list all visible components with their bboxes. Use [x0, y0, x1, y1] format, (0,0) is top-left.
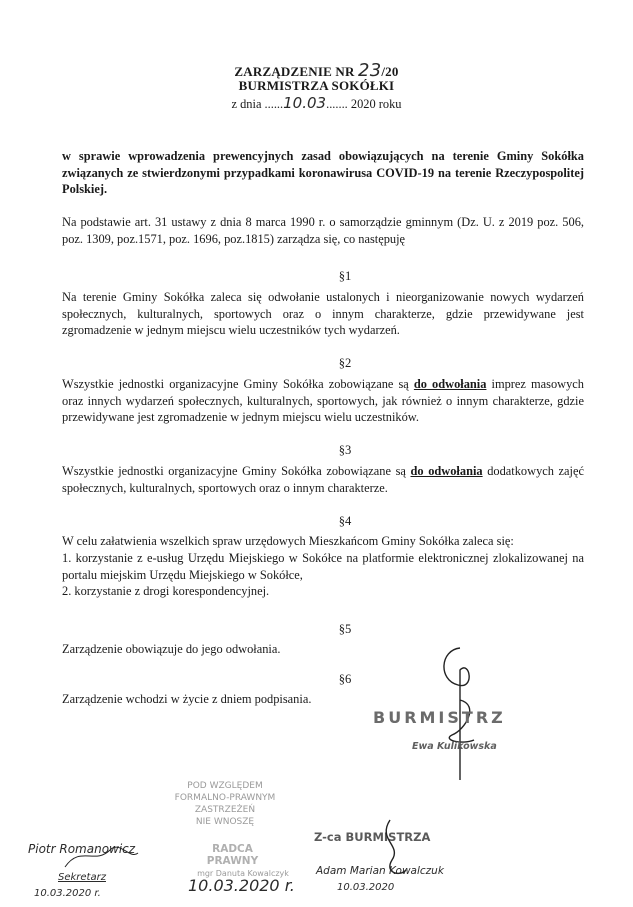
section-3-emphasis: do odwołania [410, 464, 483, 478]
burmistrz-name-stamp: Ewa Kulikowska [412, 741, 497, 752]
section-2-emphasis: do odwołania [413, 377, 487, 391]
title-suffix: /20 [381, 64, 399, 79]
date-suffix: ....... 2020 roku [326, 97, 402, 111]
section-5-text: Zarządzenie obowiązuje do jego odwołania. [62, 642, 281, 656]
section-2-label: §2 [338, 356, 352, 370]
section-3-text [62, 463, 584, 496]
section-3-label: §3 [338, 443, 352, 457]
section-4-intro: W celu załatwienia wszelkich spraw urzędowych Mieszkańcom Gminy Sokółka zaleca się: [62, 534, 514, 548]
handwritten-date: 10.03 [283, 94, 327, 112]
secretary-date: 10.03.2020 r. [34, 888, 101, 899]
document-date [0, 94, 633, 112]
legal-stamp-line-4: NIE WNOSZĘ [195, 817, 255, 827]
section-4-label: §4 [338, 514, 352, 528]
section-6-label: §6 [338, 672, 352, 686]
section-2-text-b: imprez masowych oraz innych wydarzeń społecznych, kulturalnych, sportowych, jak również o innym charakterze, gdzie przewidywane jest zgromadzenie w jednym miejscu wielu uczestników. [62, 377, 584, 424]
deputy-stamp: Z-ca BURMISTRZA [314, 830, 431, 844]
section-2-text [62, 376, 584, 426]
section-3-text-b: dodatkowych zajęć społecznych, kulturalnych, sportowych oraz o innym charakterze. [62, 464, 584, 495]
deputy-date: 10.03.2020 [337, 882, 395, 893]
date-prefix: z dnia ...... [231, 97, 284, 111]
section-4-item-1: 1. korzystanie z e-usług Urzędu Miejskiego w Sokółce na platformie elektronicznej zlokalizowanej na portalu miejskim Urzędu Miejskiego w Sokółce, [62, 551, 584, 582]
section-6-text: Zarządzenie wchodzi w życie z dniem podpisania. [62, 692, 312, 706]
secretary-signature-icon [60, 835, 140, 875]
legal-basis: Na podstawie art. 31 ustawy z dnia 8 marca 1990 r. o samorządzie gminnym (Dz. U. z 2019 poz. 506, poz. 1309, poz.1571, poz. 1696, poz.1815) zarządza się, co następuję [62, 215, 584, 246]
legal-advisor-name-stamp: mgr Danuta Kowalczyk [197, 869, 289, 878]
title-prefix: ZARZĄDZENIE NR [234, 64, 359, 79]
legal-advisor-title-stamp: RADCA PRAWNY [206, 843, 259, 867]
secretary-name: Piotr Romanowicz [28, 842, 136, 856]
secretary-title: Sekretarz [58, 872, 106, 883]
document-subject: w sprawie wprowadzenia prewencyjnych zasad obowiązujących na terenie Gminy Sokółka związanych ze stwierdzonymi przypadkami koronawirusa COVID-19 na terenie Rzeczypospolitej Polskiej. [62, 149, 584, 196]
section-3-text-a: Wszystkie jednostki organizacyjne Gminy Sokółka zobowiązane są [62, 464, 411, 478]
deputy-name: Adam Marian Kowalczuk [316, 865, 444, 877]
legal-stamp-line-1: POD WZGLĘDEM [187, 781, 263, 791]
section-1-text: Na terenie Gminy Sokółka zaleca się odwołanie ustalonych i nieorganizowanie nowych wydarzeń społecznych, kulturalnych, sportowych oraz o innym charakterze, gdzie przewidywane jest zgromadzenie w jednym miejscu wielu uczestników tych wydarzeń. [62, 290, 584, 337]
section-2-text-a: Wszystkie jednostki organizacyjne Gminy Sokółka zobowiązane są [62, 377, 414, 391]
section-1-label: §1 [338, 269, 352, 283]
handwritten-number: 23 [358, 60, 382, 81]
section-4-item-2: 2. korzystanie z drogi korespondencyjnej. [62, 584, 270, 598]
legal-stamp-line-2: FORMALNO-PRAWNYM [174, 793, 276, 803]
section-5-label: §5 [338, 622, 352, 636]
burmistrz-stamp: BURMISTRZ [373, 708, 506, 727]
legal-stamp-line-3: ZASTRZEŻEŃ [194, 805, 256, 815]
legal-approval-stamp [170, 780, 280, 828]
authority-title: BURMISTRZA SOKÓŁKI [238, 78, 395, 93]
legal-advisor-date: 10.03.2020 r. [188, 876, 295, 895]
